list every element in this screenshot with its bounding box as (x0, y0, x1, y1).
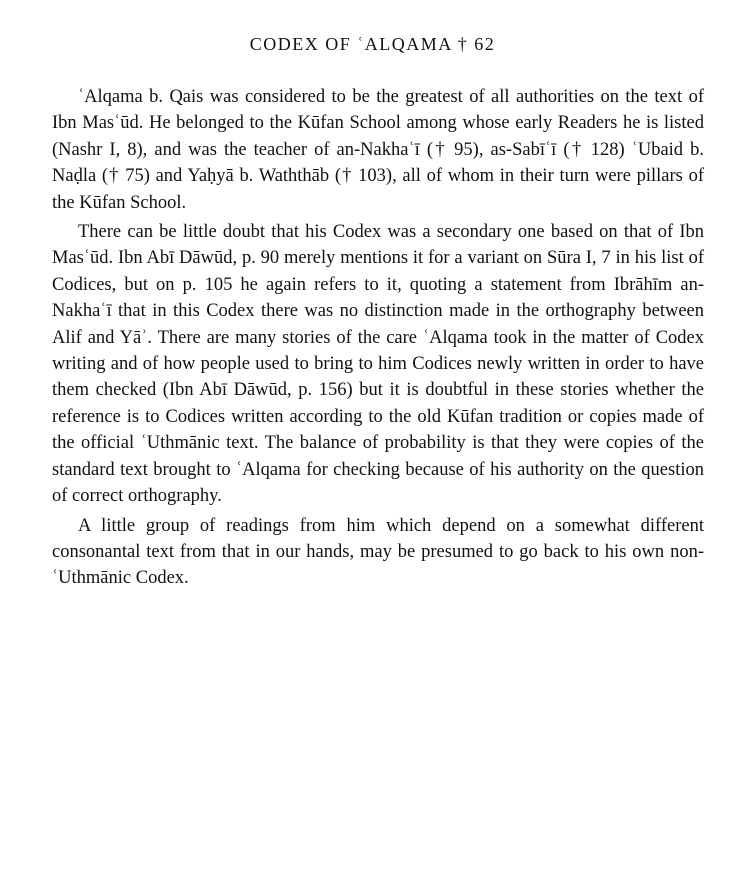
body-text (52, 84, 704, 592)
paragraph-3: A little group of readings from him which depend on a somewhat different consonantal text from that in our hands, may be presumed to go back to his own non-ʿUthmānic Codex. (52, 515, 704, 589)
running-head: CODEX OF ʿALQAMA † 62 (249, 34, 496, 54)
paragraph-2: There can be little doubt that his Codex was a secondary one based on that of Ibn Masʿūd. Ibn Abī Dāwūd, p. 90 merely mentions it for a variant on Sūra I, 7 in his list of Codices, but on p. 105 he again refers to it, quoting a statement from Ibrāhīm an-Nakhaʿī that in this Codex there was no distinction made in the orthography between Alif and Yāʾ. There are many stories of the care ʿAlqama took in the matter of Codex writing and of how people used to bring to him Codices newly written in order to have them checked (Ibn Abī Dāwūd, p. 156) but it is doubtful in these stories whether the reference is to Codices written according to the old Kūfan tradition or copies made of the official ʿUthmānic text. The balance of probability is that they were copies of the standard text brought to ʿAlqama for checking because of his authority on the question of correct orthography. (52, 222, 704, 507)
paragraph-1: ʿAlqama b. Qais was considered to be the greatest of all authorities on the text of Ibn Masʿūd. He belonged to the Kūfan School among whose early Readers he is listed (Nashr I, 8), and was the teacher of an-Nakhaʿī († 95), as-Sabīʿī († 128) ʿUbaid b. Naḍla († 75) and Yaḥyā b. Waththāb († 103), all of whom in their turn were pillars of the Kūfan School. (52, 87, 704, 213)
